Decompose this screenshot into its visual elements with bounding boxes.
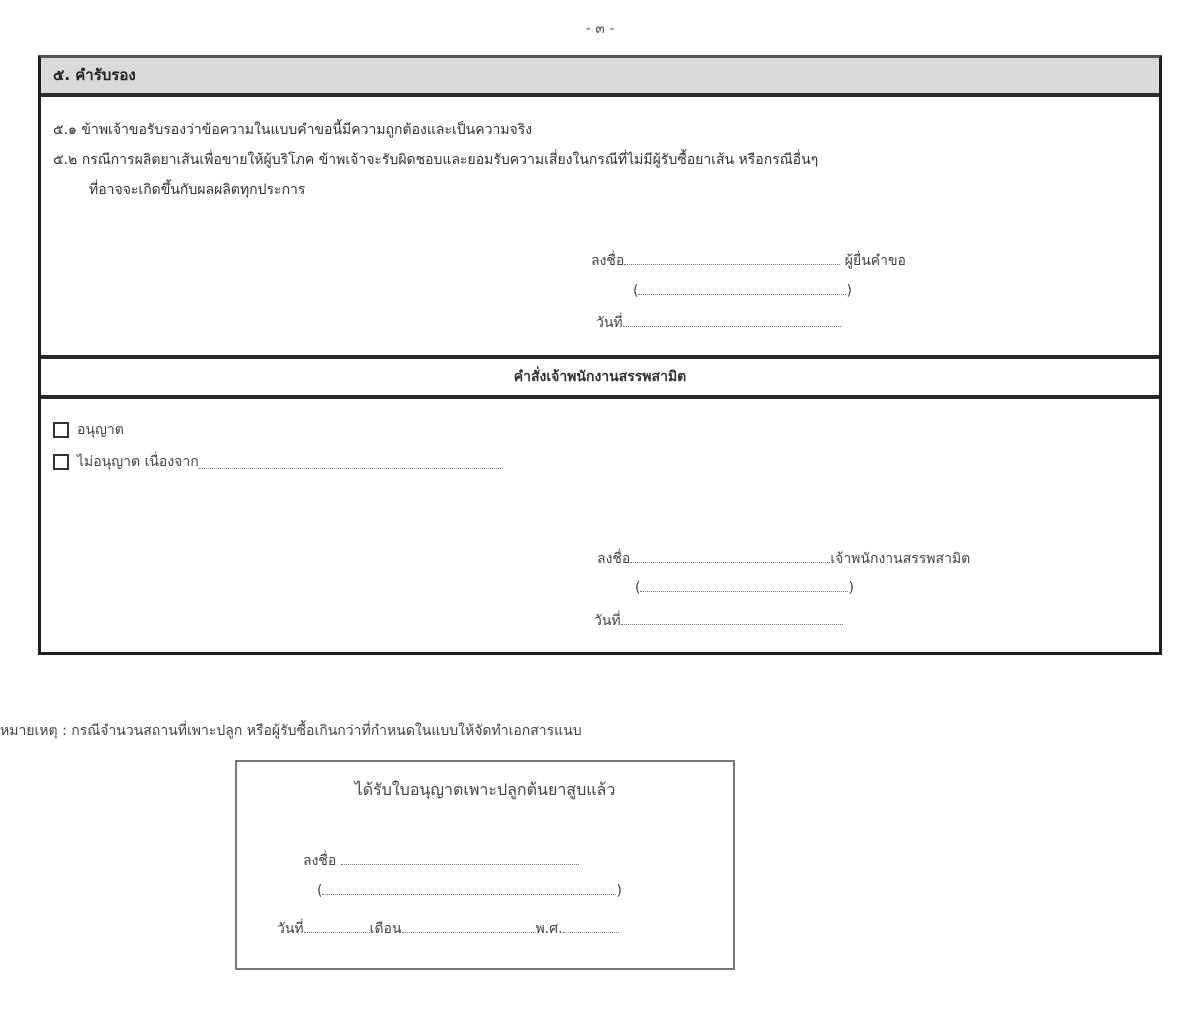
applicant-name-field[interactable] — [638, 282, 846, 295]
applicant-date-field[interactable] — [623, 314, 841, 327]
approve-checkbox[interactable] — [53, 422, 69, 438]
receipt-day-field[interactable] — [304, 920, 370, 933]
receipt-signature-line — [303, 850, 579, 872]
open-paren: ( — [317, 883, 323, 899]
month-label: เดือน — [369, 921, 402, 937]
cert-item-5-1: ๕.๑ ข้าพเจ้าขอรับรองว่าข้อความในแบบคำขอนี้มีความถูกต้องและเป็นความจริง — [53, 122, 533, 138]
officer-date-field[interactable] — [621, 612, 843, 625]
receipt-title: ได้รับใบอนุญาตเพาะปลูกต้นยาสูบแล้ว — [354, 780, 616, 799]
row-divider — [41, 395, 1159, 399]
close-paren: ) — [846, 283, 852, 299]
officer-name-field[interactable] — [640, 579, 848, 592]
sign-label: ลงชื่อ — [591, 253, 625, 269]
sign-label: ลงชื่อ — [597, 551, 631, 567]
officer-signature-line — [597, 548, 970, 570]
officer-role-label: เจ้าพนักงานสรรพสามิต — [830, 551, 971, 567]
officer-order-header: คำสั่งเจ้าพนักงานสรรพสามิต — [513, 369, 687, 385]
applicant-role-label: ผู้ยื่นคำขอ — [844, 253, 906, 269]
remark-note: หมายเหตุ : กรณีจำนวนสถานที่เพาะปลูก หรือผู้รับซื้อเกินกว่าที่กำหนดในแบบให้จัดทำเอกสารแนบ — [0, 723, 582, 739]
year-label: พ.ศ. — [535, 921, 563, 937]
applicant-name-line — [633, 282, 852, 299]
open-paren: ( — [633, 283, 639, 299]
option-approve[interactable] — [53, 419, 124, 441]
cert-item-5-2-continued: ที่อาจจะเกิดขึ้นกับผลผลิตทุกประการ — [89, 182, 306, 198]
receipt-signature-field[interactable] — [341, 852, 579, 865]
receipt-date-line — [277, 918, 619, 940]
page-number: - ๓ - — [585, 21, 615, 37]
license-receipt-box — [235, 760, 735, 970]
close-paren: ) — [848, 580, 854, 596]
date-label: วันที่ — [596, 315, 623, 331]
receipt-month-field[interactable] — [402, 920, 536, 933]
date-label: วันที่ — [594, 613, 621, 629]
receipt-name-line — [317, 882, 622, 899]
date-label: วันที่ — [277, 921, 304, 937]
applicant-signature-field[interactable] — [624, 252, 840, 265]
option-reject[interactable] — [53, 451, 501, 473]
approve-label: อนุญาต — [77, 422, 124, 438]
officer-date-line — [594, 610, 843, 632]
reject-checkbox[interactable] — [53, 454, 69, 470]
application-form-table — [38, 55, 1162, 655]
receipt-year-field[interactable] — [563, 920, 619, 933]
reject-reason-field[interactable] — [199, 456, 501, 469]
receipt-name-field[interactable] — [322, 882, 616, 895]
section-5-header: ๕. คำรับรอง — [41, 58, 1159, 97]
cert-item-5-2: ๕.๒ กรณีการผลิตยาเส้นเพื่อขายให้ผู้บริโภค ข้าพเจ้าจะรับผิดชอบและยอมรับความเสี่ยงในกรณีที่ไม่มีผู้รับซื้อยาเส้น หรือกรณีอื่นๆ — [53, 152, 819, 168]
applicant-signature-line — [591, 250, 906, 272]
close-paren: ) — [616, 883, 622, 899]
certification-body — [41, 97, 1159, 355]
open-paren: ( — [635, 580, 641, 596]
reject-label: ไม่อนุญาต เนื่องจาก — [77, 454, 199, 470]
applicant-date-line — [596, 312, 841, 334]
sign-label: ลงชื่อ — [303, 853, 337, 869]
officer-signature-field[interactable] — [630, 550, 830, 563]
officer-name-line — [635, 579, 854, 596]
